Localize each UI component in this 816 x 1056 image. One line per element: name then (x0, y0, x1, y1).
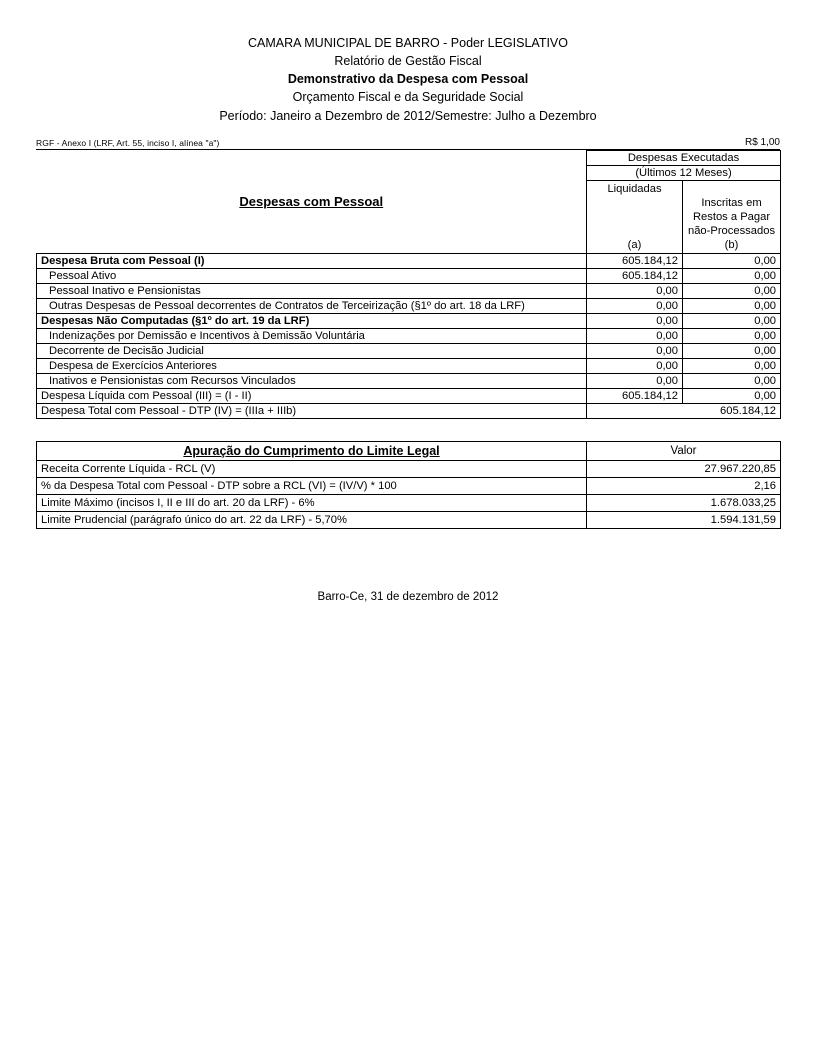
legal-limit-title: Apuração do Cumprimento do Limite Legal (37, 441, 587, 460)
table-row (37, 343, 781, 358)
row-value-a: 0,00 (587, 343, 683, 358)
row-label: Limite Prudencial (parágrafo único do art. 22 da LRF) - 5,70% (37, 511, 587, 528)
row-value-b: 0,00 (683, 373, 781, 388)
row-label: Despesa Líquida com Pessoal (III) = (I - II) (37, 388, 587, 403)
row-label: % da Despesa Total com Pessoal - DTP sobre a RCL (VI) = (IV/V) * 100 (37, 477, 587, 494)
row-label: Despesas Não Computadas (§1º do art. 19 da LRF) (37, 313, 587, 328)
row-value-a: 0,00 (587, 313, 683, 328)
row-label: Limite Máximo (incisos I, II e III do art. 20 da LRF) - 6% (37, 494, 587, 511)
row-value-b: 0,00 (683, 343, 781, 358)
total-row-value: 605.184,12 (587, 403, 781, 418)
column-header-liquidadas-label: Liquidadas (607, 182, 662, 195)
table-row (37, 511, 781, 528)
row-label: Despesa Bruta com Pessoal (I) (37, 253, 587, 268)
group-header-executed: Despesas Executadas (587, 150, 781, 165)
signature-place-date: Barro-Ce, 31 de dezembro de 2012 (317, 590, 499, 603)
group-subheader-12-months: (Últimos 12 Meses) (587, 165, 781, 180)
row-value: 1.678.033,25 (587, 494, 781, 511)
header-report-type: Relatório de Gestão Fiscal (334, 54, 482, 69)
table-row (37, 253, 781, 268)
row-label: Despesa de Exercícios Anteriores (37, 358, 587, 373)
column-header-liquidadas-letter: (a) (627, 238, 642, 251)
table-row (37, 283, 781, 298)
row-value: 27.967.220,85 (587, 460, 781, 477)
row-value-b: 0,00 (683, 388, 781, 403)
table1-row-header-title: Despesas com Pessoal (239, 193, 384, 209)
personnel-expense-table (36, 150, 781, 419)
row-value-b: 0,00 (683, 253, 781, 268)
table-row (37, 328, 781, 343)
legal-limit-header-row (37, 441, 781, 460)
row-value-b: 0,00 (683, 298, 781, 313)
document-header (36, 34, 780, 125)
row-value-a: 0,00 (587, 298, 683, 313)
row-value-b: 0,00 (683, 283, 781, 298)
row-value-b: 0,00 (683, 358, 781, 373)
table-row (37, 298, 781, 313)
row-label: Pessoal Inativo e Pensionistas (37, 283, 587, 298)
row-value-b: 0,00 (683, 328, 781, 343)
row-value-a: 605.184,12 (587, 253, 683, 268)
row-label: Outras Despesas de Pessoal decorrentes de Contratos de Terceirização (§1º do art. 18 da LRF) (37, 298, 587, 313)
row-label: Receita Corrente Líquida - RCL (V) (37, 460, 587, 477)
header-budget-scope: Orçamento Fiscal e da Seguridade Social (292, 90, 524, 105)
table-total-row (37, 403, 781, 418)
total-row-label: Despesa Total com Pessoal - DTP (IV) = (IIIa + IIIb) (37, 403, 587, 418)
column-header-restos-a-pagar (683, 180, 781, 253)
legal-limit-table (36, 441, 781, 529)
currency-unit: R$ 1,00 (744, 136, 780, 148)
row-label: Decorrente de Decisão Judicial (37, 343, 587, 358)
table-row (37, 477, 781, 494)
row-value-a: 605.184,12 (587, 268, 683, 283)
row-value-a: 0,00 (587, 358, 683, 373)
row-value-a: 0,00 (587, 328, 683, 343)
row-value-a: 0,00 (587, 373, 683, 388)
row-value-b: 0,00 (683, 268, 781, 283)
header-period: Período: Janeiro a Dezembro de 2012/Semestre: Julho a Dezembro (219, 108, 597, 123)
column-header-restos-a-pagar-letter: (b) (724, 238, 739, 251)
row-label: Indenizações por Demissão e Incentivos à Demissão Voluntária (37, 328, 587, 343)
table-row (37, 388, 781, 403)
table-row (37, 358, 781, 373)
legal-limit-value-header: Valor (587, 441, 781, 460)
legal-reference-row (36, 137, 780, 150)
header-report-title: Demonstrativo da Despesa com Pessoal (287, 72, 529, 87)
table-row (37, 494, 781, 511)
column-header-liquidadas (587, 180, 683, 253)
row-value-b: 0,00 (683, 313, 781, 328)
row-value: 1.594.131,59 (587, 511, 781, 528)
header-entity: CAMARA MUNICIPAL DE BARRO - Poder LEGISLATIVO (248, 36, 568, 50)
table-row (37, 460, 781, 477)
row-value: 2,16 (587, 477, 781, 494)
table-row (37, 373, 781, 388)
row-value-a: 605.184,12 (587, 388, 683, 403)
row-value-a: 0,00 (587, 283, 683, 298)
table-row (37, 313, 781, 328)
row-label: Pessoal Ativo (37, 268, 587, 283)
column-header-restos-a-pagar-label: Inscritas em Restos a Pagar não-Processados (687, 196, 776, 237)
row-label: Inativos e Pensionistas com Recursos Vinculados (37, 373, 587, 388)
table-header-group-row (37, 150, 781, 165)
table-row (37, 268, 781, 283)
legal-reference: RGF - Anexo I (LRF, Art. 55, inciso I, alínea "a") (36, 137, 220, 148)
